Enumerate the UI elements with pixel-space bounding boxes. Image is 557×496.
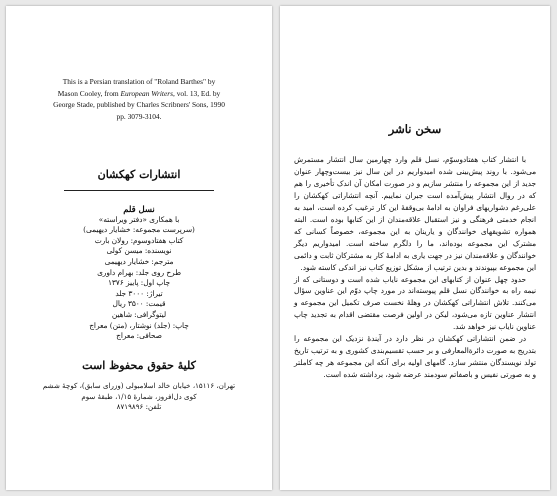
english-note-line-4: pp. 3079-3104. — [116, 111, 162, 121]
address-line: کوی دل‌افروز، شمارهٔ ۱/۱۵، طبقهٔ سوم — [81, 391, 197, 401]
credit-line: چاپ اول: پاییز ۱۳۷۶ — [107, 278, 171, 288]
right-page — [280, 6, 550, 490]
english-note-line-2 — [24, 88, 254, 100]
paragraph: با انتشار کتاب هفتادوسوّم، نسل قلم وارد چهارمین سال انتشار مستمرش می‌شود. با روند پیش‌بینی شده امیدواریم در این سال نیز بیست‌وچهار عنوان جدید از این مجموعه را منتشر سازیم و در صورت امکان آن اندک تأخیری را هم که در روال انتشار پیش‌آمده است جبران نماییم. آنچه انتشاراتی کهکشان را علی‌رغم دشواریهای فراوان به ادامهٔ بی‌وقفهٔ این کار ترغیب کرده است، امید به انجام خدمتی فرهنگی و نیز استقبال علاقه‌مندان از این کتابها بوده است. البته همواره تشویقهای خوانندگان و یارینان به این مجموعه، خصوصاً کسانی که مشترک این مجموعه بوده‌اند، ما را دلگرم ساخته است. امیدواریم دیگر خوانندگان و علاقه‌مندان نیز در جهت یاری به ادامهٔ کار به مشترکان ثابت و دائمی این مجموعه بپیوندند و بدین ترتیب از مشکل توزیع کتاب نیز اندکی کاسته شود. — [294, 155, 536, 272]
credit-line: قیمت: ۳۵۰۰ ریال — [112, 299, 166, 309]
credit-line: با همکاری «دفتر ویراسته» — [98, 214, 180, 224]
publisher-name: انتشارات کهکشان — [97, 168, 181, 181]
english-note-volume: , vol. 13, Ed. by — [173, 88, 221, 98]
paragraph: حدود چهل عنوان از کتابهای این مجموعه نایاب شده است و دوستانی که از نیمه راه به خوانندگان نسل قلم پیوسته‌اند در مورد چاپ دوّم این عناوین سؤال می‌کنند. تلاش انتشاراتی کهکشان در وهلهٔ نخست صرف تکمیل این مجموعه و انتشار عناوین تازه می‌شود، لیکن در اولین فرصت مقتضی اقدام به تجدید چاپ عناوین نایاب نیز خواهد شد. — [294, 274, 536, 332]
copyright-notice: کلیهٔ حقوق محفوظ است — [82, 359, 196, 372]
credit-line: طرح روی جلد: بهرام داوری — [97, 267, 181, 277]
english-note-book-title: European Writers — [120, 88, 174, 98]
credit-line: چاپ: (جلد) نوشتار، (متن) معراج — [89, 320, 189, 330]
address-line: تهران، ۱۵۱۱۶، خیابان خالد اسلامبولی (وزرای سابق)، کوچهٔ ششم — [42, 381, 236, 390]
english-note-line-3: George Stade, published by Charles Scribners' Sons, 1990 — [53, 100, 225, 109]
divider-line — [64, 190, 214, 191]
english-note-line-1: This is a Persian translation of "Roland Barthes" by — [62, 77, 216, 86]
english-translation-note — [24, 76, 254, 122]
paragraph: در ضمن انتشاراتی کهکشان در نظر دارد در آیندهٔ نزدیک این مجموعه را بتدریج به صورت دائرةالمعارفی و بر حسب تقسیم‌بندی کشوری و به ترتیب تاریخ تولد نویسندگان منتشر سازد. گامهای اولیه برای آنکه این مجموعه هر چه کاملتر و به صورتی نفیس و باصفاتم سودمند عرضه شود، برداشته شده است. — [294, 334, 536, 380]
credit-line: کتاب هفتادوسوم: رولان بارت — [94, 235, 184, 245]
credit-line: صحافی: معراج — [116, 331, 162, 341]
credit-line: تیراژ: ۳۰۰۰ جلد — [115, 288, 163, 298]
credit-line: (سرپرست مجموعه: خشایار دیهیمی) — [83, 225, 195, 235]
left-page — [6, 6, 272, 490]
credit-line: مترجم: خشایار دیهیمی — [104, 256, 174, 266]
section-heading: سخن ناشر — [388, 122, 442, 136]
credit-line: لیتوگرافی: شاهین — [111, 309, 167, 319]
english-note-author: Mason Cooley, from — [57, 88, 119, 98]
series-title: نسل قلم — [123, 204, 155, 214]
phone-line: تلفن: ۸۷۱۹۸۹۶ — [116, 402, 162, 412]
credits-block — [6, 204, 272, 342]
credit-line: نویسنده: میسن کولی — [106, 246, 172, 256]
publisher-preface-text — [294, 154, 536, 381]
publisher-address — [14, 381, 264, 413]
